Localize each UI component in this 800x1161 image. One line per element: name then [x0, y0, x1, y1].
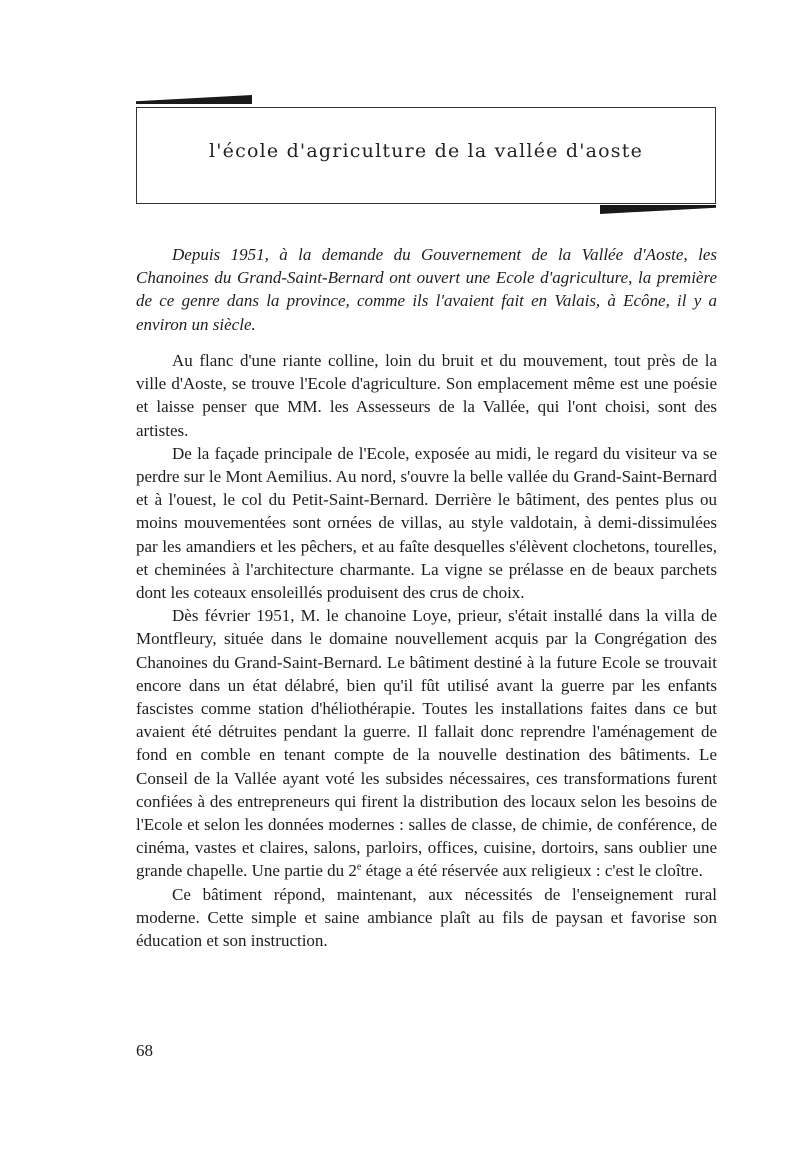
body-paragraph-1: Au flanc d'une riante colline, loin du bruit et du mouvement, tout près de la ville d'Aoste, se trouve l'Ecole d'agriculture. Son emplacement même est une poésie et laisse penser que MM. les Assesseurs de la Vallée, qui l'ont choisi, sont des artistes. [136, 351, 717, 440]
title-bar-bottom-decoration [600, 205, 716, 214]
intro-paragraph: Depuis 1951, à la demande du Gouvernement de la Vallée d'Aoste, les Chanoines du Grand-Saint-Bernard ont ouvert une Ecole d'agriculture, la première de ce genre dans la province, comme ils l'avaient fait en Valais, à Ecône, il y a environ un siècle. [136, 245, 717, 334]
title-bar-top-decoration [136, 95, 252, 104]
body-paragraph-4: Ce bâtiment répond, maintenant, aux nécessités de l'enseignement rural moderne. Cette simple et saine ambiance plaît au fils de paysan et favorise son éducation et son instruction. [136, 884, 717, 951]
article-title: l'école d'agriculture de la vallée d'aoste [208, 140, 644, 162]
body-paragraph-2: De la façade principale de l'Ecole, exposée au midi, le regard du visiteur va se perdre sur le Mont Aemilius. Au nord, s'ouvre la belle vallée du Grand-Saint-Bernard et à l'ouest, le col du Petit-Saint-Bernard. Derrière le bâtiment, des pentes plus ou moins mouvementées sont ornées de villas, au style valdotain, à demi-dissimulées par les amandiers et les pêchers, et au faîte desquelles s'élèvent clochetons, tourelles, et cheminées à l'architecture charmante. La vigne se prélasse en de beaux parchets dont les coteaux ensoleillés produisent des crus de choix. [136, 443, 717, 603]
body-paragraph-3-text: Dès février 1951, M. le chanoine Loye, prieur, s'était installé dans la villa de Montfleury, située dans le domaine nouvellement acquis par la Congrégation des Chanoines du Grand-Saint-Bernard. Le bâtiment destiné à la future Ecole se trouvait encore dans un état délabré, bien qu'il fût utilisé avant la guerre par les enfants fascistes comme station d'héliothérapie. Toutes les installations faites dans ce but avaient été détruites pendant la guerre. Il fallait donc reprendre l'aménagement de fond en comble en tenant compte de la nouvelle destination des bâtiments. Le Conseil de la Vallée ayant voté les subsides nécessaires, ces transformations furent confiées à des entrepreneurs qui firent la distribution des locaux selon les besoins de l'Ecole et selon les données modernes : salles de classe, de chimie, de conférence, de cinéma, vastes et claires, salons, parloirs, offices, cuisine, dortoirs, sans oublier une grande chapelle. Une partie du 2 [136, 606, 717, 881]
article-body [136, 349, 717, 952]
body-paragraph-3 [136, 604, 717, 882]
body-paragraph-3-tail: étage a été réservée aux religieux : c'est le cloître. [361, 861, 703, 881]
ordinal-superscript: e [356, 861, 362, 873]
page-number: 68 [136, 1041, 153, 1060]
